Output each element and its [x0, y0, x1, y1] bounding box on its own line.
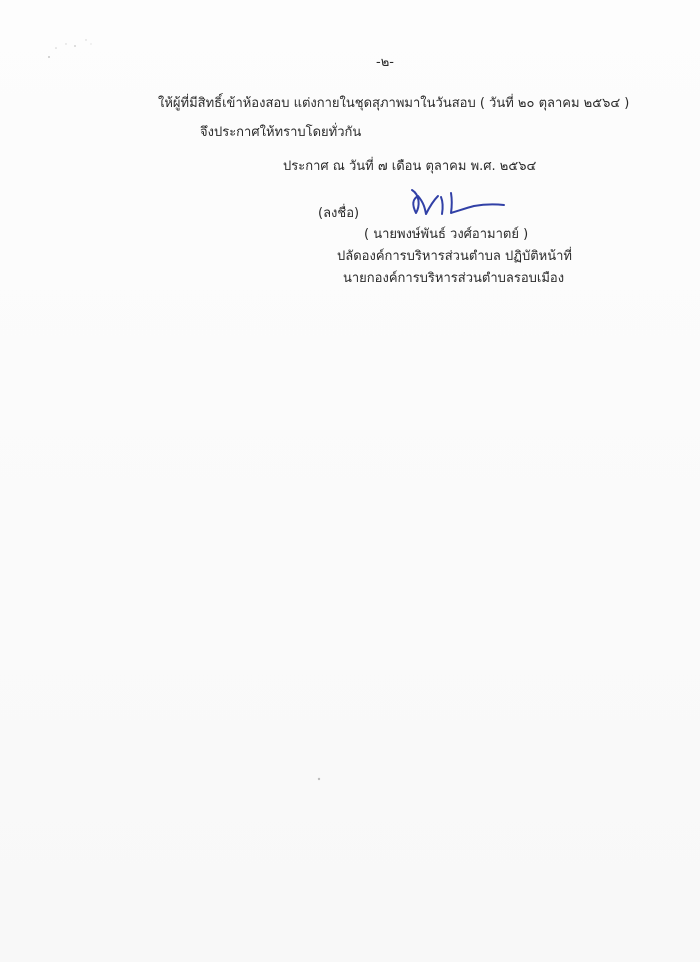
handwritten-signature-icon: [406, 188, 508, 218]
body-paragraph-line: ให้ผู้ที่มีสิทธิ์เข้าห้องสอบ แต่งกายในชุดสุภาพมาในวันสอบ ( วันที่ ๒๐ ตุลาคม ๒๕๖๔ ): [158, 96, 630, 111]
page-number: -๒-: [376, 55, 394, 70]
announcement-date: ประกาศ ณ วันที่ ๗ เดือน ตุลาคม พ.ศ. ๒๕๖๔: [283, 159, 537, 174]
signer-position-primary: ปลัดองค์การบริหารส่วนตำบล ปฏิบัติหน้าที่: [337, 249, 572, 264]
signer-position-secondary: นายกองค์การบริหารส่วนตำบลรอบเมือง: [343, 271, 565, 286]
signer-name: ( นายพงษ์พันธ์ วงศ์อามาตย์ ): [364, 227, 529, 242]
scan-speck-icon: [44, 34, 98, 64]
announcement-closing-line: จึงประกาศให้ทราบโดยทั่วกัน: [200, 125, 362, 140]
scan-speck-icon: [316, 776, 322, 782]
signature-label: (ลงชื่อ): [318, 206, 360, 221]
